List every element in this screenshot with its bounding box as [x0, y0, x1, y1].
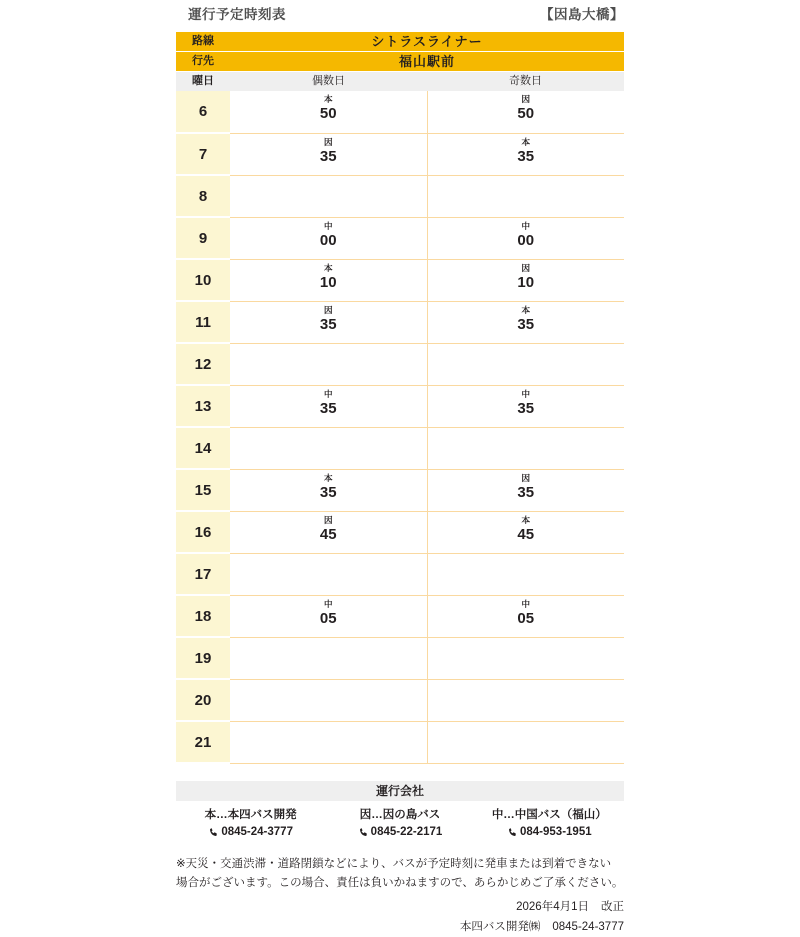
departure-entry	[428, 302, 625, 333]
operator-phone-link[interactable]	[358, 824, 443, 841]
departure-cell-odd	[427, 427, 624, 469]
operator-name: 本…本四バス開発	[204, 809, 297, 821]
departure-cell-even	[230, 175, 427, 217]
departure-cell-even	[230, 385, 427, 427]
hour-label: 19	[176, 637, 230, 679]
departure-cell-odd	[427, 721, 624, 763]
phone-icon	[208, 827, 219, 838]
departure-entry	[428, 596, 625, 627]
departure-cell-odd	[427, 385, 624, 427]
operator-mark: 本	[323, 262, 333, 273]
operator-mark: 中	[521, 220, 531, 231]
departure-entry	[428, 722, 625, 725]
operator-phone-row	[325, 824, 474, 843]
table-row	[176, 301, 624, 343]
departure-cell-even	[230, 511, 427, 553]
hour-label: 11	[176, 301, 230, 343]
departure-cell-odd	[427, 679, 624, 721]
departure-minute: 45	[319, 525, 337, 543]
timetable	[176, 32, 624, 764]
hour-label: 21	[176, 721, 230, 763]
operator-phone-link[interactable]	[507, 824, 592, 841]
departure-entry	[230, 386, 427, 417]
departure-cell-odd	[427, 217, 624, 259]
departure-minute: 05	[319, 609, 337, 627]
departure-cell-odd	[427, 343, 624, 385]
operator-mark: 因	[323, 136, 333, 147]
operator-mark: 本	[521, 304, 531, 315]
table-row	[176, 721, 624, 763]
table-row	[176, 637, 624, 679]
departure-entry	[230, 176, 427, 179]
departure-cell-odd	[427, 91, 624, 133]
departure-minute: 00	[319, 231, 337, 249]
departure-minute: 35	[319, 399, 337, 417]
timetable-body	[176, 91, 624, 763]
departure-entry	[428, 134, 625, 165]
operator-mark: 因	[323, 514, 333, 525]
departure-entry	[230, 344, 427, 347]
operator-mark: 因	[521, 472, 531, 483]
operators-section-title: 運行会社	[176, 781, 624, 801]
revision-date: 2026年4月1日	[516, 901, 589, 913]
destination-label: 行先	[176, 52, 230, 72]
departure-entry	[428, 260, 625, 291]
operator-mark: 中	[521, 598, 531, 609]
departure-entry	[428, 680, 625, 683]
table-row	[176, 91, 624, 133]
phone-icon	[507, 827, 518, 838]
departure-entry	[428, 386, 625, 417]
departure-entry	[230, 596, 427, 627]
departure-cell-odd	[427, 259, 624, 301]
departure-entry	[428, 428, 625, 431]
operator-phone-link[interactable]	[208, 824, 293, 841]
departure-minute: 45	[517, 525, 535, 543]
departure-minute: 35	[517, 315, 535, 333]
hour-label: 12	[176, 343, 230, 385]
operator-mark: 中	[323, 388, 333, 399]
departure-entry	[230, 722, 427, 725]
departure-entry	[230, 554, 427, 557]
operator-name: 中…中国バス（福山）	[491, 809, 607, 821]
departure-minute: 05	[517, 609, 535, 627]
operator-mark: 本	[521, 136, 531, 147]
operator-phone-number: 0845-24-3777	[221, 826, 293, 838]
operator-phone-row	[176, 824, 325, 843]
departure-minute: 50	[319, 105, 337, 122]
table-row	[176, 553, 624, 595]
departure-entry	[230, 470, 427, 501]
table-row	[176, 133, 624, 175]
departure-cell-odd	[427, 553, 624, 595]
departure-entry	[428, 218, 625, 249]
operator-mark: 因	[521, 94, 531, 104]
departure-minute: 35	[517, 483, 535, 501]
operator-name: 因…因の島バス	[359, 809, 441, 821]
departure-cell-even	[230, 133, 427, 175]
disclaimer-line-1: ※天災・交通渋滞・道路閉鎖などにより、バスが予定時刻に発車または到着できない	[176, 858, 612, 870]
table-row	[176, 175, 624, 217]
departure-entry	[230, 638, 427, 641]
departure-minute: 10	[319, 273, 337, 291]
revision-label: 改正	[601, 901, 624, 913]
departure-entry	[230, 91, 427, 122]
operator-mark: 中	[521, 388, 531, 399]
column-header-odd-days: 奇数日	[427, 72, 624, 92]
table-row	[176, 427, 624, 469]
departure-minute: 10	[517, 273, 535, 291]
departure-cell-odd	[427, 133, 624, 175]
departure-cell-even	[230, 217, 427, 259]
timetable-sheet	[176, 0, 624, 937]
departure-cell-even	[230, 679, 427, 721]
departure-cell-odd	[427, 511, 624, 553]
table-row	[176, 385, 624, 427]
departure-minute: 35	[517, 399, 535, 417]
hour-label: 7	[176, 133, 230, 175]
departure-minute: 00	[517, 231, 535, 249]
operators-list	[176, 801, 624, 843]
departure-minute: 35	[319, 315, 337, 333]
table-row	[176, 259, 624, 301]
table-row	[176, 511, 624, 553]
disclaimer-line-2: 場合がございます。この場合、責任は負いかねますので、あらかじめご了承ください。	[176, 877, 624, 889]
title-row	[176, 0, 624, 32]
operator-phone-number: 0845-22-2171	[370, 826, 443, 838]
route-label: 路線	[176, 32, 230, 52]
daytype-label: 曜日	[176, 72, 230, 92]
departure-cell-odd	[427, 595, 624, 637]
hour-label: 6	[176, 91, 230, 133]
operator-mark: 中	[323, 598, 333, 609]
page-title: 運行予定時刻表	[188, 7, 286, 22]
table-row	[176, 595, 624, 637]
table-row	[176, 469, 624, 511]
operator-mark: 本	[323, 94, 333, 104]
departure-cell-odd	[427, 175, 624, 217]
departure-entry	[230, 134, 427, 165]
hour-label: 15	[176, 469, 230, 511]
operator-mark: 本	[521, 514, 531, 525]
departure-entry	[230, 512, 427, 543]
departure-cell-odd	[427, 469, 624, 511]
phone-icon	[358, 827, 369, 838]
issuer-line	[176, 917, 624, 937]
table-row	[176, 679, 624, 721]
departure-entry	[428, 91, 625, 122]
departure-minute: 35	[319, 147, 337, 165]
departure-cell-even	[230, 595, 427, 637]
operator-phone-row	[475, 824, 624, 843]
departure-entry	[230, 428, 427, 431]
table-row	[176, 343, 624, 385]
column-header-even-days: 偶数日	[230, 72, 427, 92]
departure-entry	[428, 470, 625, 501]
hour-label: 8	[176, 175, 230, 217]
route-value: シトラスライナー	[230, 32, 624, 52]
operator-legend-item	[325, 807, 474, 843]
operator-mark: 本	[323, 472, 333, 483]
departure-cell-odd	[427, 637, 624, 679]
departure-entry	[428, 554, 625, 557]
departure-cell-even	[230, 469, 427, 511]
departure-entry	[428, 344, 625, 347]
departure-cell-even	[230, 637, 427, 679]
table-row	[176, 217, 624, 259]
departure-cell-odd	[427, 301, 624, 343]
issuer-name: 本四バス開発㈱	[459, 921, 541, 933]
daytype-row	[176, 72, 624, 92]
route-row	[176, 32, 624, 52]
operator-phone-number: 084-953-1951	[520, 826, 592, 838]
destination-row	[176, 52, 624, 72]
departure-minute: 50	[517, 105, 535, 122]
hour-label: 13	[176, 385, 230, 427]
hour-label: 10	[176, 259, 230, 301]
hour-label: 20	[176, 679, 230, 721]
departure-cell-even	[230, 301, 427, 343]
departure-cell-even	[230, 91, 427, 133]
hour-label: 18	[176, 595, 230, 637]
departure-cell-even	[230, 721, 427, 763]
departure-entry	[428, 176, 625, 179]
departure-cell-even	[230, 259, 427, 301]
departure-cell-even	[230, 427, 427, 469]
departure-entry	[230, 680, 427, 683]
operator-mark: 因	[323, 304, 333, 315]
issuer-tel: 0845-24-3777	[552, 921, 624, 933]
hour-label: 16	[176, 511, 230, 553]
operator-mark: 因	[521, 262, 531, 273]
revision-line	[176, 893, 624, 917]
departure-entry	[428, 638, 625, 641]
hour-label: 17	[176, 553, 230, 595]
departure-cell-even	[230, 553, 427, 595]
departure-cell-even	[230, 343, 427, 385]
departure-entry	[428, 512, 625, 543]
departure-entry	[230, 218, 427, 249]
departure-entry	[230, 260, 427, 291]
hour-label: 14	[176, 427, 230, 469]
disclaimer-note	[176, 843, 624, 893]
bridge-name-label: 【因島大橋】	[540, 7, 624, 22]
departure-entry	[230, 302, 427, 333]
departure-minute: 35	[517, 147, 535, 165]
hour-label: 9	[176, 217, 230, 259]
operator-legend-item	[475, 807, 624, 843]
operator-legend-item	[176, 807, 325, 843]
destination-value: 福山駅前	[230, 52, 624, 72]
operator-mark: 中	[323, 220, 333, 231]
departure-minute: 35	[319, 483, 337, 501]
